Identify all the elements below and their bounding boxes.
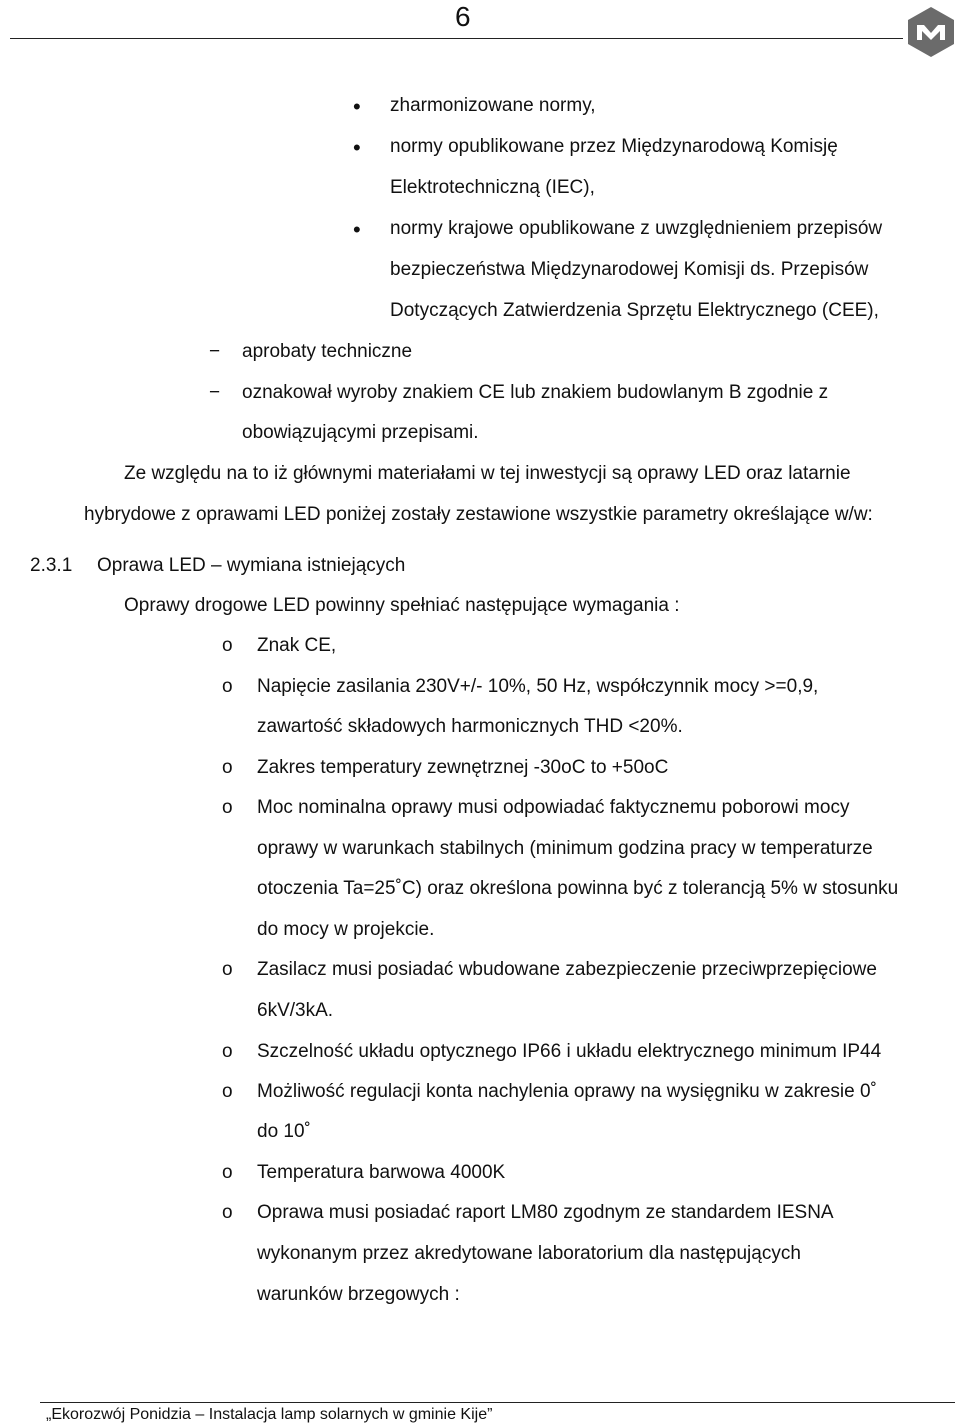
list-marker: o bbox=[222, 1202, 233, 1223]
requirement-item-continuation: oprawy w warunkach stabilnych (minimum godzina pracy w temperaturze bbox=[257, 838, 873, 859]
requirement-item-continuation: do 10˚ bbox=[257, 1121, 311, 1142]
list-marker: o bbox=[222, 1162, 233, 1183]
section-intro: Oprawy drogowe LED powinny spełniać następujące wymagania : bbox=[124, 595, 680, 616]
list-marker: o bbox=[222, 1041, 233, 1062]
requirement-item: Zasilacz musi posiadać wbudowane zabezpieczenie przeciwprzepięciowe bbox=[257, 959, 877, 980]
paragraph-line: Ze względu na to iż głównymi materiałami w tej inwestycji są oprawy LED oraz latarnie bbox=[124, 463, 851, 484]
list-marker: o bbox=[222, 676, 233, 697]
dash-marker: − bbox=[209, 382, 221, 403]
list-marker: o bbox=[222, 959, 233, 980]
header-divider bbox=[10, 38, 903, 39]
company-logo-icon bbox=[905, 6, 957, 58]
bullet-item-continuation: bezpieczeństwa Międzynarodowej Komisji ds. Przepisów bbox=[390, 259, 869, 280]
bullet-marker: • bbox=[353, 135, 361, 160]
section-number: 2.3.1 bbox=[30, 555, 73, 576]
page-number: 6 bbox=[455, 1, 471, 32]
dash-item: aprobaty techniczne bbox=[242, 341, 413, 362]
requirement-item-continuation: warunków brzegowych : bbox=[257, 1284, 460, 1305]
dash-marker: − bbox=[209, 341, 221, 362]
footer-text: „Ekorozwój Ponidzia – Instalacja lamp solarnych w gminie Kije” bbox=[46, 1406, 493, 1423]
bullet-item: normy opublikowane przez Międzynarodową Komisję bbox=[390, 136, 838, 157]
footer-divider bbox=[40, 1402, 955, 1403]
requirement-item: Możliwość regulacji konta nachylenia oprawy na wysięgniku w zakresie 0˚ bbox=[257, 1081, 877, 1102]
requirement-item: Napięcie zasilania 230V+/- 10%, 50 Hz, współczynnik mocy >=0,9, bbox=[257, 676, 819, 697]
bullet-marker: • bbox=[353, 94, 361, 119]
dash-item-continuation: obowiązującymi przepisami. bbox=[242, 422, 479, 443]
list-marker: o bbox=[222, 635, 233, 656]
requirement-item: Moc nominalna oprawy musi odpowiadać faktycznemu poborowi mocy bbox=[257, 797, 850, 818]
requirement-item: Znak CE, bbox=[257, 635, 337, 656]
bullet-item: zharmonizowane normy, bbox=[390, 95, 596, 116]
requirement-item-continuation: 6kV/3kA. bbox=[257, 1000, 334, 1021]
paragraph-line: hybrydowe z oprawami LED poniżej zostały zestawione wszystkie parametry określające w/w: bbox=[84, 504, 873, 525]
requirement-item: Temperatura barwowa 4000K bbox=[257, 1162, 506, 1183]
dash-item: oznakował wyroby znakiem CE lub znakiem budowlanym B zgodnie z bbox=[242, 382, 829, 403]
bullet-item: normy krajowe opublikowane z uwzględnieniem przepisów bbox=[390, 218, 883, 239]
bullet-marker: • bbox=[353, 217, 361, 242]
requirement-item: Zakres temperatury zewnętrznej -30oC to +50oC bbox=[257, 757, 669, 778]
requirement-item-continuation: otoczenia Ta=25˚C) oraz określona powinna być z tolerancją 5% w stosunku bbox=[257, 878, 899, 899]
list-marker: o bbox=[222, 757, 233, 778]
bullet-item-continuation: Elektrotechniczną (IEC), bbox=[390, 177, 595, 198]
requirement-item: Szczelność układu optycznego IP66 i układu elektrycznego minimum IP44 bbox=[257, 1041, 882, 1062]
requirement-item-continuation: zawartość składowych harmonicznych THD <20%. bbox=[257, 716, 683, 737]
requirement-item: Oprawa musi posiadać raport LM80 zgodnym ze standardem IESNA bbox=[257, 1202, 834, 1223]
requirement-item-continuation: wykonanym przez akredytowane laboratorium dla następujących bbox=[257, 1243, 801, 1264]
section-title: Oprawa LED – wymiana istniejących bbox=[97, 555, 406, 576]
bullet-item-continuation: Dotyczących Zatwierdzenia Sprzętu Elektrycznego (CEE), bbox=[390, 300, 879, 321]
requirement-item-continuation: do mocy w projekcie. bbox=[257, 919, 435, 940]
list-marker: o bbox=[222, 1081, 233, 1102]
list-marker: o bbox=[222, 797, 233, 818]
